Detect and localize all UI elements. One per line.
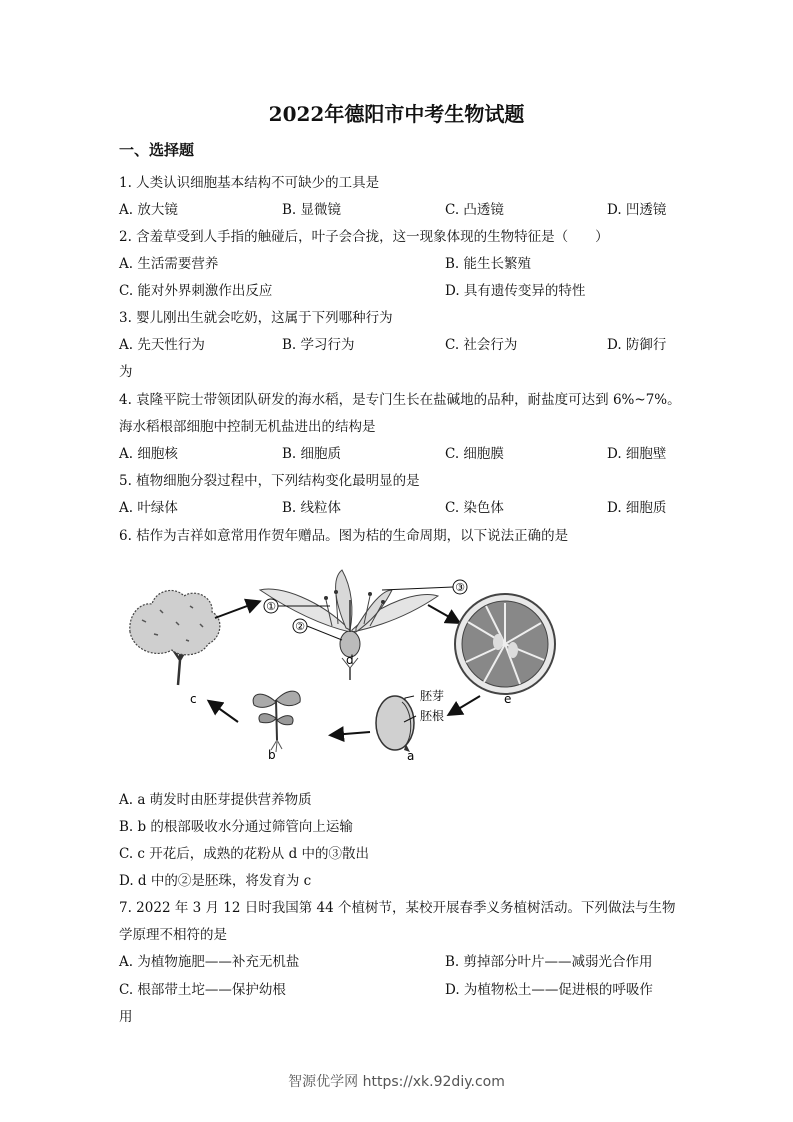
question-7-option-d-continued: 用 bbox=[119, 1009, 133, 1025]
fruit-cross-section bbox=[455, 594, 555, 694]
question-5-option-a: A. 叶绿体 bbox=[119, 500, 178, 516]
question-5-option-d: D. 细胞质 bbox=[607, 500, 667, 516]
question-6-option-d: D. d 中的②是胚珠，将发育为 c bbox=[119, 873, 312, 889]
question-3-option-d: D. 防御行 bbox=[607, 337, 667, 353]
label-a: a bbox=[407, 749, 415, 763]
question-2-option-c: C. 能对外界刺激作出反应 bbox=[119, 283, 273, 299]
arrow-a-to-b bbox=[332, 732, 370, 735]
arrow-e-to-a bbox=[450, 696, 480, 714]
label-2: ② bbox=[295, 620, 305, 633]
question-7-stem-line2: 学原理不相符的是 bbox=[119, 927, 227, 943]
question-3-stem: 3. 婴儿刚出生就会吃奶，这属于下列哪种行为 bbox=[119, 310, 393, 326]
question-2-option-d: D. 具有遗传变异的特性 bbox=[445, 283, 586, 299]
seedling-illustration bbox=[253, 691, 300, 752]
question-3-option-a: A. 先天性行为 bbox=[119, 337, 205, 353]
question-3-option-d-continued: 为 bbox=[119, 364, 133, 380]
label-b: b bbox=[268, 748, 276, 762]
question-2-option-b: B. 能生长繁殖 bbox=[445, 256, 532, 272]
question-4-option-c: C. 细胞膜 bbox=[445, 446, 504, 462]
question-5-stem: 5. 植物细胞分裂过程中，下列结构变化最明显的是 bbox=[119, 473, 420, 489]
question-7-option-b: B. 剪掉部分叶片——减弱光合作用 bbox=[445, 954, 653, 970]
question-2-stem: 2. 含羞草受到人手指的触碰后，叶子会合拢，这一现象体现的生物特征是（ ） bbox=[119, 229, 609, 245]
label-c: c bbox=[190, 692, 197, 706]
label-peigen: 胚根 bbox=[420, 709, 445, 723]
question-5-option-c: C. 染色体 bbox=[445, 500, 504, 516]
question-4-stem-line1: 4. 袁隆平院士带领团队研发的海水稻，是专门生长在盐碱地的品种，耐盐度可达到 6%~7%。 bbox=[119, 392, 681, 408]
question-1-option-a: A. 放大镜 bbox=[119, 202, 178, 218]
page-title: 2022年德阳市中考生物试题 bbox=[268, 102, 525, 126]
label-e: e bbox=[504, 692, 512, 706]
section-heading: 一、选择题 bbox=[119, 141, 195, 159]
question-2-option-a: A. 生活需要营养 bbox=[119, 256, 219, 272]
label-d: d bbox=[346, 653, 354, 667]
question-7-stem-line1: 7. 2022 年 3 月 12 日时我国第 44 个植树节，某校开展春季义务植树活动。下列做法与生物 bbox=[119, 900, 676, 916]
question-3-option-c: C. 社会行为 bbox=[445, 337, 518, 353]
question-7-option-c: C. 根部带土坨——保护幼根 bbox=[119, 982, 286, 998]
question-6-stem: 6. 桔作为吉祥如意常用作贺年赠品。图为桔的生命周期，以下说法正确的是 bbox=[119, 528, 569, 544]
question-6-option-c: C. c 开花后，成熟的花粉从 d 中的③散出 bbox=[119, 846, 370, 862]
question-4-option-b: B. 细胞质 bbox=[282, 446, 342, 462]
question-3-option-b: B. 学习行为 bbox=[282, 337, 355, 353]
question-6-option-a: A. a 萌发时由胚芽提供营养物质 bbox=[119, 792, 312, 808]
footer-watermark: 智源优学网 https://xk.92diy.com bbox=[288, 1074, 505, 1090]
leader-3 bbox=[382, 587, 453, 590]
question-5-option-b: B. 线粒体 bbox=[282, 500, 342, 516]
question-6-option-b: B. b 的根部吸收水分通过筛管向上运输 bbox=[119, 819, 353, 835]
question-4-option-d: D. 细胞壁 bbox=[607, 446, 667, 462]
arrow-d-to-e bbox=[428, 605, 458, 622]
question-7-option-d: D. 为植物松土——促进根的呼吸作 bbox=[445, 982, 653, 998]
life-cycle-figure bbox=[120, 560, 680, 775]
arrow-b-to-c bbox=[210, 702, 238, 722]
question-4-option-a: A. 细胞核 bbox=[119, 446, 178, 462]
label-peiya: 胚芽 bbox=[420, 689, 445, 703]
tree-illustration bbox=[130, 590, 220, 685]
label-3: ③ bbox=[455, 581, 465, 594]
question-7-option-a: A. 为植物施肥——补充无机盐 bbox=[119, 954, 300, 970]
question-1-option-d: D. 凹透镜 bbox=[607, 202, 667, 218]
seed-illustration bbox=[376, 696, 414, 752]
arrow-c-to-d bbox=[215, 602, 258, 618]
question-1-option-b: B. 显微镜 bbox=[282, 202, 342, 218]
question-1-stem: 1. 人类认识细胞基本结构不可缺少的工具是 bbox=[119, 175, 380, 191]
question-1-option-c: C. 凸透镜 bbox=[445, 202, 504, 218]
label-1: ① bbox=[266, 600, 276, 613]
question-4-stem-line2: 海水稻根部细胞中控制无机盐进出的结构是 bbox=[119, 419, 376, 435]
